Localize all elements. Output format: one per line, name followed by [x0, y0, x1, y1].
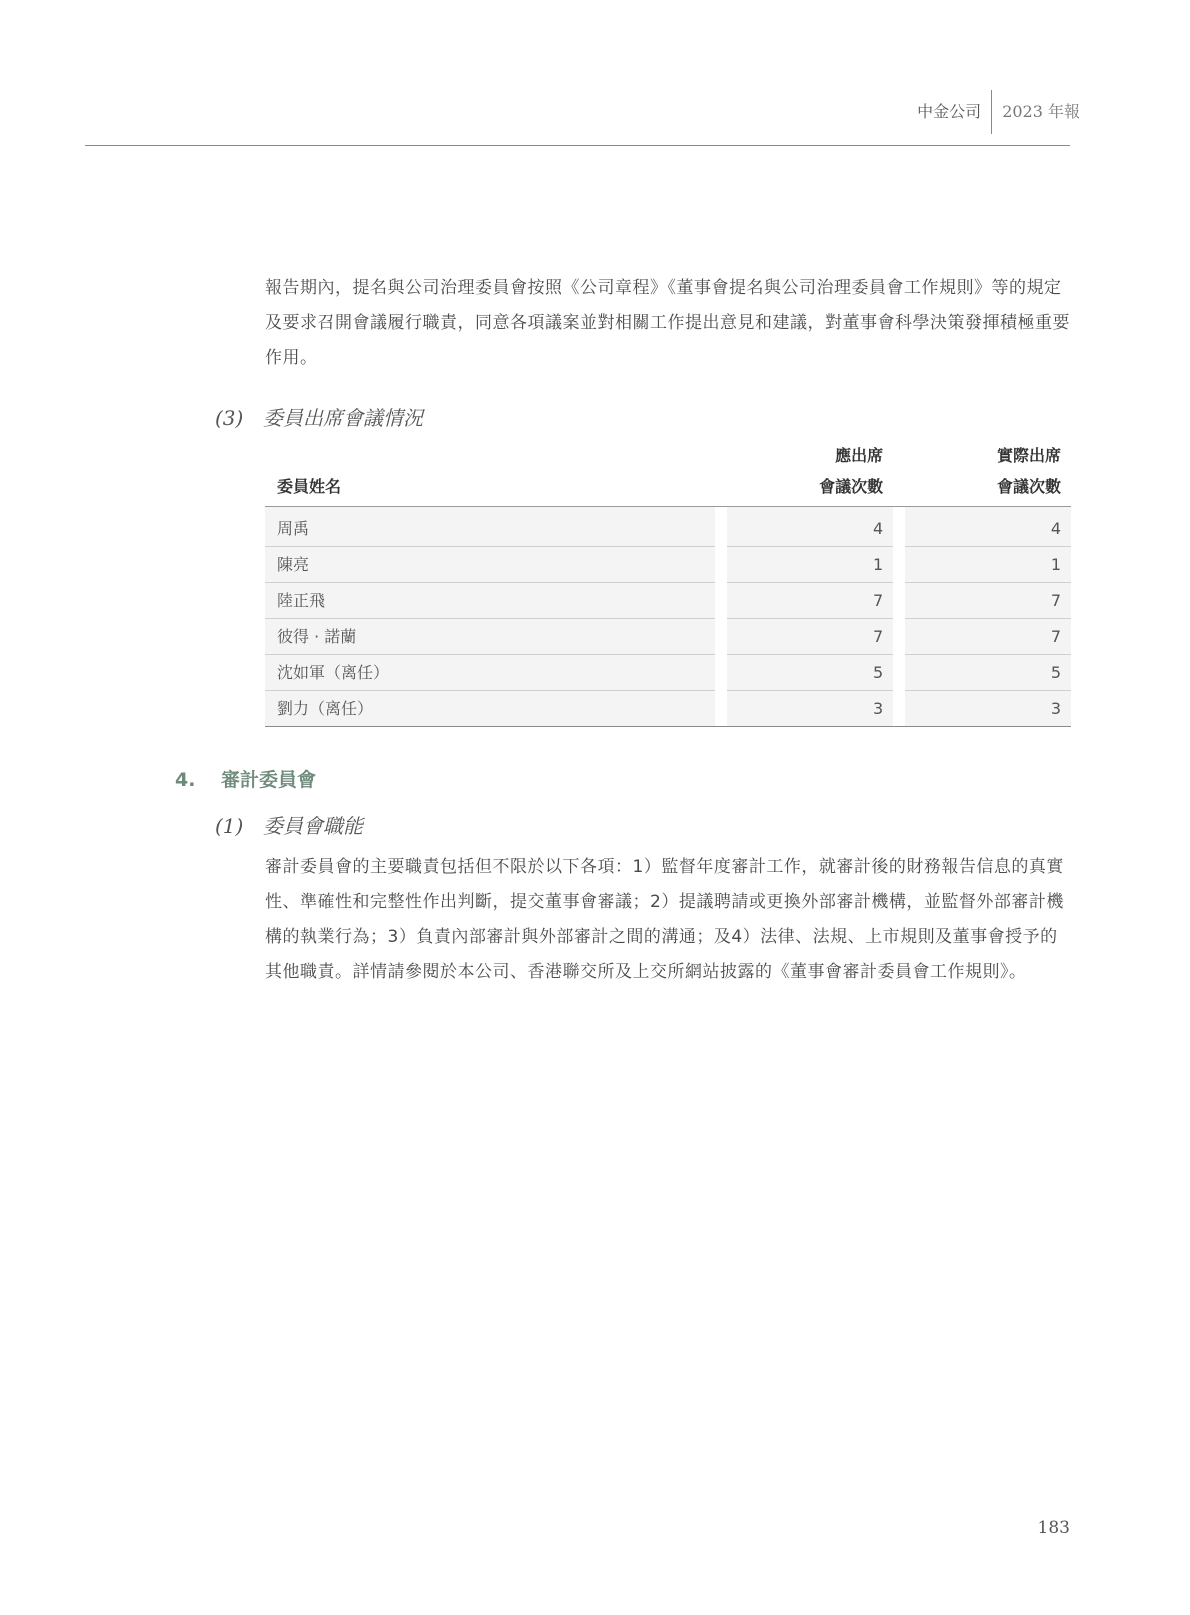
- header-required-meetings: 應出席 會議次數: [727, 440, 893, 507]
- actual-count: 1: [905, 547, 1071, 583]
- audit-committee-paragraph: 審計委員會的主要職責包括但不限於以下各項：1）監督年度審計工作，就審計後的財務報告信息的真實性、準確性和完整性作出判斷，提交董事會審議；2）提議聘請或更換外部審計機構，並監督外部審計機構的執業行為；3）負責內部審計與外部審計之間的溝通；及4）法律、法規、上市規則及董事會授予的其他職責。詳情請參閱於本公司、香港聯交所及上交所網站披露的《董事會審計委員會工作規則》。: [265, 857, 1064, 982]
- member-name: 陳亮: [265, 547, 715, 583]
- required-count: 1: [727, 547, 893, 583]
- subsection-number: (3): [215, 406, 244, 430]
- section-heading-audit-committee: [175, 765, 316, 792]
- table-row: [265, 583, 1071, 619]
- required-count: 3: [727, 691, 893, 727]
- table-header-row: [265, 440, 1071, 507]
- header-member-name: 委員姓名: [265, 440, 715, 507]
- company-name: 中金公司: [917, 90, 992, 134]
- header-actual-meetings: 實際出席 會議次數: [905, 440, 1071, 507]
- member-name: 彼得 · 諾蘭: [265, 619, 715, 655]
- section-number: 4.: [175, 769, 196, 791]
- subsection-heading-attendance: [215, 402, 423, 431]
- table-row: [265, 619, 1071, 655]
- table-row: [265, 655, 1071, 691]
- report-title: 2023 年報: [1002, 102, 1080, 121]
- actual-count: 4: [905, 507, 1071, 547]
- member-name: 沈如軍（离任）: [265, 655, 715, 691]
- required-count: 4: [727, 507, 893, 547]
- subsection-title: 委員會職能: [263, 814, 363, 838]
- actual-count: 7: [905, 583, 1071, 619]
- actual-count: 3: [905, 691, 1071, 727]
- intro-paragraph: 報告期內，提名與公司治理委員會按照《公司章程》《董事會提名與公司治理委員會工作規則》等的規定及要求召開會議履行職責，同意各項議案並對相關工作提出意見和建議，對董事會科學決策發揮積極重要作用。: [265, 278, 1070, 368]
- required-count: 7: [727, 583, 893, 619]
- table-row: [265, 691, 1071, 727]
- required-count: 7: [727, 619, 893, 655]
- table-row: [265, 547, 1071, 583]
- subsection-number: (1): [215, 814, 244, 838]
- member-name: 周禹: [265, 507, 715, 547]
- member-name: 劉力（离任）: [265, 691, 715, 727]
- page-header: [917, 100, 1080, 144]
- required-count: 5: [727, 655, 893, 691]
- actual-count: 7: [905, 619, 1071, 655]
- member-name: 陸正飛: [265, 583, 715, 619]
- actual-count: 5: [905, 655, 1071, 691]
- section-title: 審計委員會: [221, 769, 317, 791]
- page-number: 183: [1037, 1518, 1070, 1538]
- table-row: [265, 507, 1071, 547]
- attendance-table: [265, 440, 1071, 727]
- subsection-heading-functions: [215, 810, 363, 839]
- subsection-title: 委員出席會議情況: [263, 406, 423, 430]
- header-divider: [85, 145, 1070, 146]
